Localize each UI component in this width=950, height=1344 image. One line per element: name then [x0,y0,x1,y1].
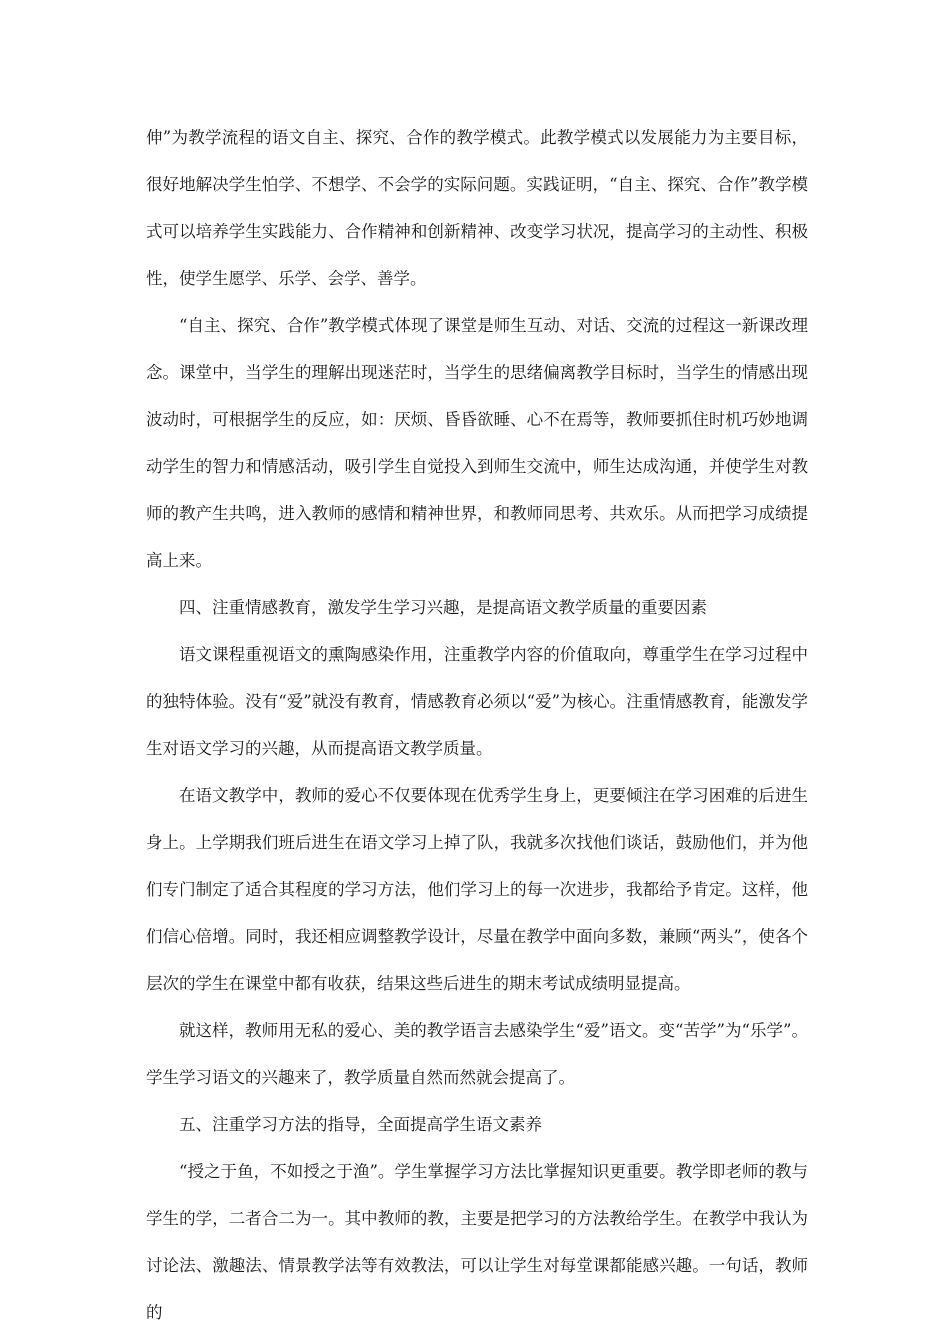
paragraph-6: “授之于鱼，不如授之于渔”。学生掌握学习方法比掌握知识更重要。教学即老师的教与学生的学，二者合二为一。其中教师的教，主要是把学习的方法教给学生。在教学中我认为讨论法、激趣法、情景教学法等有效教法，可以让学生对每堂课都能感兴趣。一句话，教师的 [146,1162,808,1322]
section-heading-5: 五、注重学习方法的指导，全面提高学生语文素养 [179,1115,542,1134]
paragraph-4: 在语文教学中，教师的爱心不仅要体现在优秀学生身上，更要倾注在学习困难的后进生身上。上学期我们班后进生在语文学习上掉了队，我就多次找他们谈话，鼓励他们，并为他们专门制定了适合其程度的学习方法，他们学习上的每一次进步，我都给予肯定。这样，他们信心倍增。同时，我还相应调整教学设计，尽量在教学中面向多数，兼顾“两头”，使各个层次的学生在课堂中都有收获，结果这些后进生的期末考试成绩明显提高。 [146,786,808,993]
paragraph-2: “自主、探究、合作”教学模式体现了课堂是师生互动、对话、交流的过程这一新课改理念。课堂中，当学生的理解出现迷茫时，当学生的思绪偏离教学目标时，当学生的情感出现波动时，可根据学生的反应，如：厌烦、昏昏欲睡、心不在焉等，教师要抓住时机巧妙地调动学生的智力和情感活动，吸引学生自觉投入到师生交流中，师生达成沟通，并使学生对教师的教产生共鸣，进入教师的感情和精神世界，和教师同思考、共欢乐。从而把学习成绩提高上来。 [146,316,808,570]
paragraph-5: 就这样，教师用无私的爱心、美的教学语言去感染学生“爱”语文。变“苦学”为“乐学”。学生学习语文的兴趣来了，教学质量自然而然就会提高了。 [146,1021,808,1087]
paragraph-1: 伸”为教学流程的语文自主、探究、合作的教学模式。此教学模式以发展能力为主要目标，很好地解决学生怕学、不想学、不会学的实际问题。实践证明，“自主、探究、合作”教学模式可以培养学生实践能力、合作精神和创新精神、改变学习状况，提高学习的主动性、积极性，使学生愿学、乐学、会学、善学。 [146,128,808,288]
paragraph-3: 语文课程重视语文的熏陶感染作用，注重教学内容的价值取向，尊重学生在学习过程中的独特体验。没有“爱”就没有教育，情感教育必须以“爱”为核心。注重情感教育，能激发学生对语文学习的兴趣，从而提高语文教学质量。 [146,645,808,758]
body-text [146,114,808,1336]
section-heading-4: 四、注重情感教育，激发学生学习兴趣，是提高语文教学质量的重要因素 [179,598,707,617]
